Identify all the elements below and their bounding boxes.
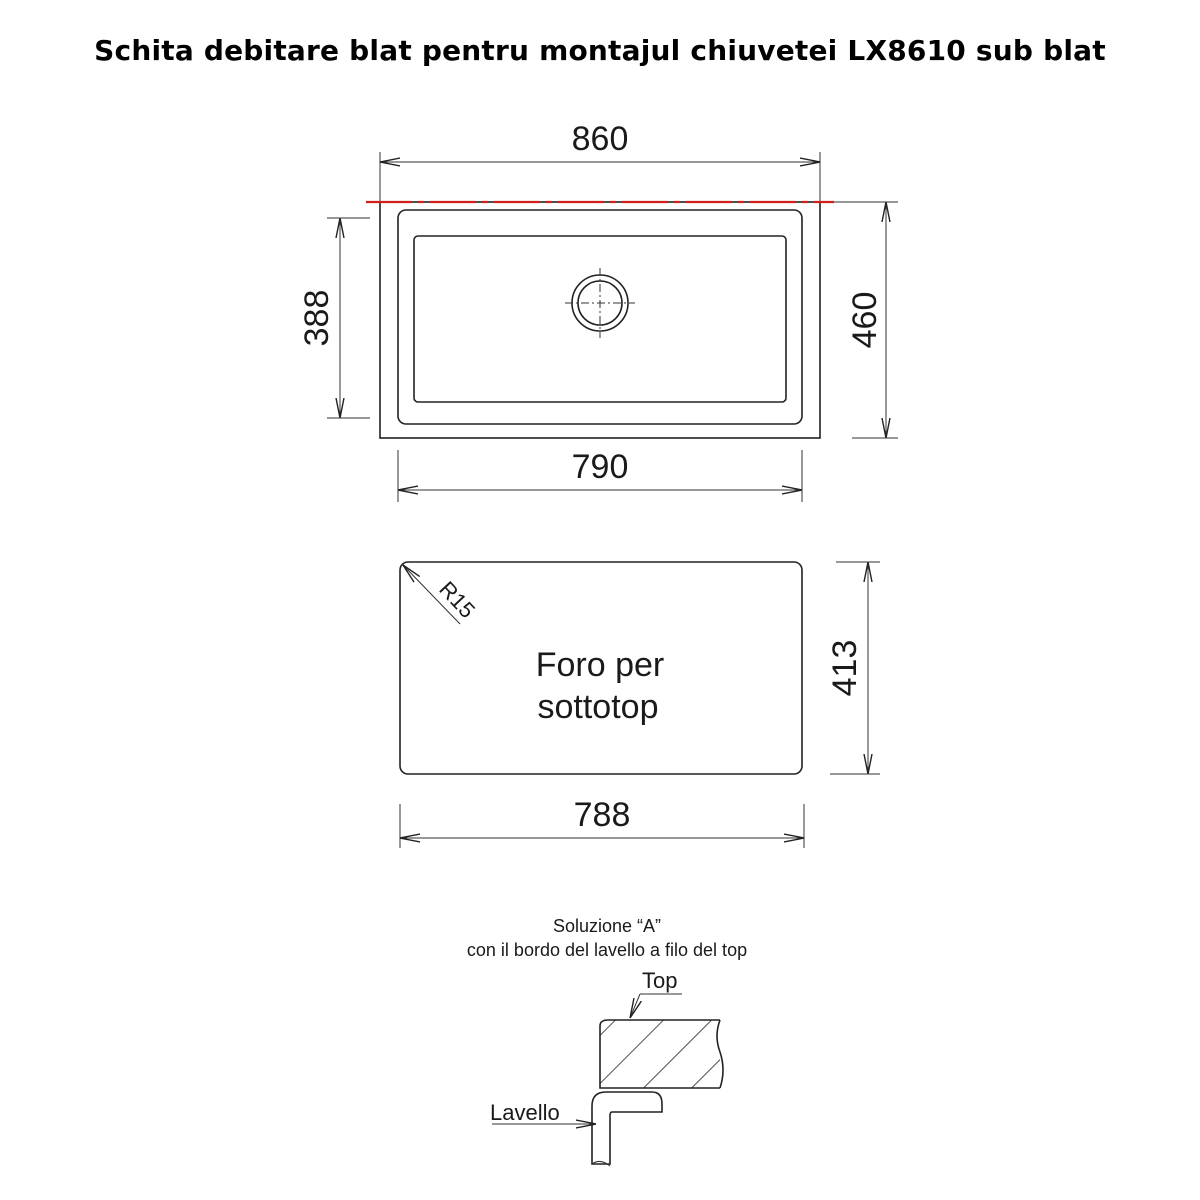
dimension-790-label: 790 (571, 448, 629, 486)
radius-label: R15 (434, 576, 481, 623)
section-heading: Soluzione “A” (552, 916, 662, 936)
top-label: Top (642, 968, 678, 993)
dimension-388-label: 388 (298, 289, 336, 347)
drain-icon (565, 268, 635, 338)
countertop-section (600, 1020, 723, 1088)
dimension-860-label: 860 (571, 120, 629, 158)
dimension-788 (400, 796, 804, 848)
dimension-460 (834, 202, 898, 438)
dimension-413-label: 413 (826, 639, 864, 697)
dimension-788-label: 788 (573, 796, 631, 834)
cutout-label-line1: Foro per (535, 646, 665, 684)
cutout-label-line2: sottotop (537, 688, 659, 726)
section-detail (467, 916, 747, 1166)
radius-callout (403, 565, 480, 624)
dimension-860 (380, 120, 820, 202)
dimension-460-label: 460 (846, 291, 884, 349)
section-subheading: con il bordo del lavello a filo del top (466, 940, 748, 960)
sink-top-view (298, 120, 898, 502)
page-title: Schita debitare blat pentru montajul chiuvetei LX8610 sub blat (94, 34, 1106, 67)
cutout-view (400, 562, 880, 848)
dimension-790 (398, 448, 802, 502)
sink-label: Lavello (490, 1100, 560, 1125)
dimension-388 (298, 218, 370, 418)
sink-section (592, 1092, 662, 1166)
dimension-413 (826, 562, 880, 774)
